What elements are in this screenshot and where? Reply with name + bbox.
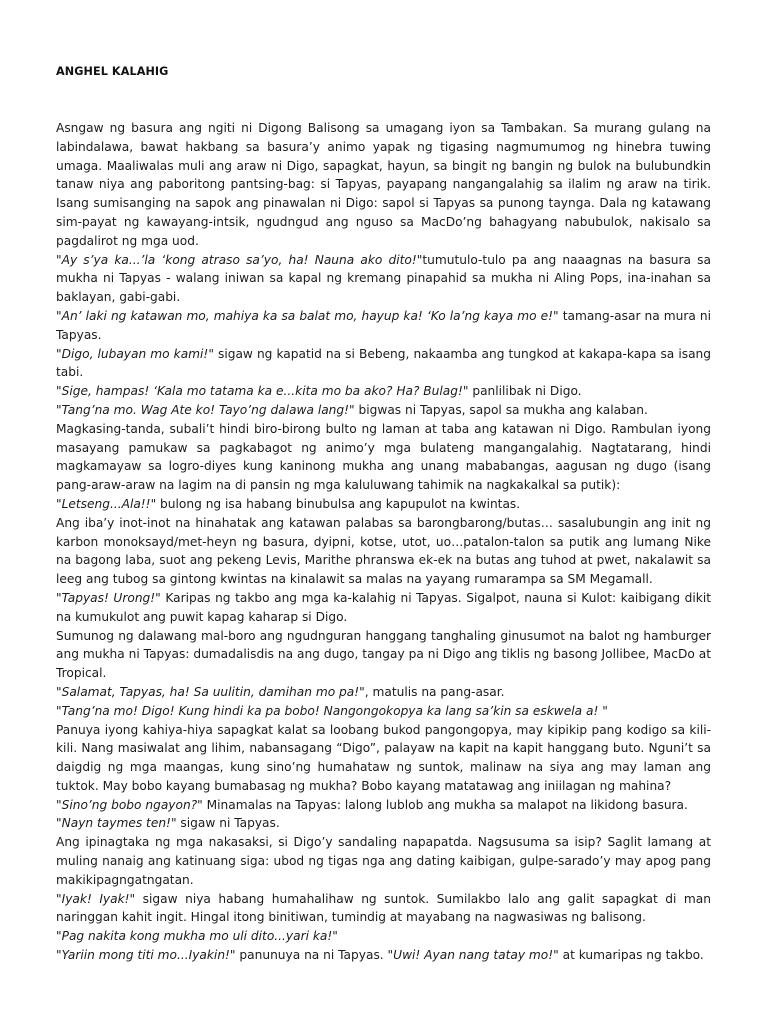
dialogue-text: "Tang’na mo. Wag Ate ko! Tayo’ng dalawa lang!" (56, 402, 355, 417)
narrative-text: bulong ng isa habang binubulsa ang kapupulot na kwintas. (156, 496, 521, 511)
paragraph (56, 627, 711, 683)
narrative-text: sigaw ni Tapyas. (176, 816, 280, 831)
paragraph (56, 119, 711, 251)
paragraph (56, 307, 711, 345)
dialogue-text: "Yariin mong titi mo...Iyakin!" (56, 948, 236, 963)
narrative-text: , matulis na pang-asar. (364, 684, 505, 699)
paragraph (56, 382, 711, 401)
dialogue-text: "Ay s’ya ka...’la ‘kong atraso sa’yo, ha! Nauna ako dito!" (56, 252, 423, 267)
narrative-text: Asngaw ng basura ang ngiti ni Digong Balisong sa umagang iyon sa Tambakan. Sa murang gulang na labindalawa, bawat hakbang sa basura’y animo yapak ng tigasing nagmumumog ng hinebra tuwing umaga. Maaliwalas muli ang araw ni Digo, sapagkat, hayun, sa bingit ng bangin ng bulok na bulubundkin tanaw niya ang paboritong pantsing-bag: si Tapyas, payapang nangangalahig sa ilalim ng araw na tirik. Isang sumisanging na sapok ang pinawalan ni Digo: sapol si Tapyas sa punong taynga. Dala ng katawang sim-payat ng kawayang-intsik, ngudngud ang nguso sa MacDo’ng bahagyang nabubulok, nakisalo sa pagdalirot ng mga uod. (56, 121, 711, 248)
paragraph (56, 514, 711, 589)
narrative-text: Ang iba’y inot-inot na hinahatak ang katawan palabas sa barongbarong/butas… sasalubungin ang init ng karbon monoksayd/met-heyn ng basura, dyipni, kotse, utot, uo…patalon-talon sa putik ang lumang Nike na bagong laba, suot ang pekeng Levis, Marithe phranswa ek-ek na butas ang tuhod at pwet, nakalawit sa leeg ang tubog sa gintong kwintas na kinalawit sa malas na yayang rumarampa sa SM Megamall. (56, 515, 711, 587)
dialogue-text: "Letseng...Ala!!" (56, 496, 157, 511)
narrative-text: panlilibak ni Digo. (468, 384, 582, 399)
paragraph (56, 589, 711, 627)
paragraph (56, 796, 711, 815)
narrative-text: sigaw niya habang humahalihaw ng suntok. Sumilakbo lalo ang galit sapagkat di man naringgan kahit ingit. Hingal itong binitiwan, tumindig at mayabang na nagwasiwas ng balisong. (56, 891, 711, 925)
dialogue-text: "Tang’na mo! Digo! Kung hindi ka pa bobo! Nangongokopya ka lang sa’kin sa eskwela a! (56, 703, 599, 718)
narrative-text: Minamalas na Tapyas: lalong lublob ang mukha sa malapot na likidong basura. (202, 797, 688, 812)
paragraph (56, 721, 711, 796)
paragraph (56, 927, 711, 946)
narrative-text: bigwas ni Tapyas, sapol sa mukha ang kalaban. (354, 402, 648, 417)
paragraph (56, 702, 711, 721)
narrative-text: tamang-asar na mura ni Tapyas. (56, 308, 711, 342)
document-body (56, 119, 711, 965)
dialogue-text: "Tapyas! Urong!" (56, 590, 161, 605)
paragraph (56, 814, 711, 833)
dialogue-text: "Pag nakita kong mukha mo uli dito...yari ka!" (56, 929, 338, 944)
dialogue-text: "An’ laki ng katawan mo, mahiya ka sa balat mo, hayup ka! ‘Ko la’ng kaya mo e!" (56, 308, 559, 323)
paragraph (56, 345, 711, 383)
narrative-text: " (598, 703, 608, 718)
narrative-text: Karipas ng takbo ang mga ka-kalahig ni Tapyas. Sigalpot, nauna si Kulot: kaibigang dikit na kumukulot ang puwit kapag kaharap si Digo. (56, 590, 711, 624)
dialogue-text: "Iyak! Iyak!" (56, 891, 136, 906)
narrative-text: Magkasing-tanda, subali’t hindi biro-birong bulto ng laman at taba ang katawan ni Digo. Rambulan iyong masayang pamukaw sa pagkabagot ng animo’y mga bulateng mangangalahig. Nagtatarang, hindi magkamayaw sa logro-diyes kung kaninong mukha ang unang mababangas, aagusan ng dugo (isang pang-araw-araw na lagim na di pansin ng mga kaluluwang tahimik na nagkakalkal sa putik): (56, 421, 711, 493)
narrative-text: at kumaripas ng takbo. (558, 948, 704, 963)
document-title: ANGHEL KALAHIG (56, 65, 169, 78)
narrative-text: Panuya iyong kahiya-hiya sapagkat kalat sa loobang bukod pangongopya, may kipikip pang kodigo sa kili-kili. Nang masiwalat ang lihim, nabansagang “Digo”, palayaw na kapit na kapit hanggang buto. Nguni’t sa daigdig ng mga maangas, kung sino’ng humahataw ng suntok, malinaw na siya ang may laman ang tuktok. May bobo kayang bumabasag ng mukha? Bobo kayang matatawag ang iniilagan ng mahina? (56, 722, 711, 793)
dialogue-text: "Salamat, Tapyas, ha! Sa uulitin, damihan mo pa!" (56, 684, 365, 699)
narrative-text: tumutulo-tulo pa ang naaagnas na basura sa mukha ni Tapyas - walang iniwan sa kapal ng kremang pinapahid sa mukha ni Aling Pops, ina-inahan sa baklayan, gabi-gabi. (56, 252, 711, 305)
dialogue-text: "Sino’ng bobo ngayon?" (56, 797, 203, 812)
paragraph (56, 251, 711, 307)
paragraph (56, 890, 711, 928)
narrative-text: panunuya na ni Tapyas. (235, 948, 388, 963)
paragraph (56, 495, 711, 514)
paragraph (56, 683, 711, 702)
paragraph (56, 420, 711, 495)
narrative-text: Ang ipinagtaka ng mga nakasaksi, si Digo’y sandaling napapatda. Nagsusuma sa isip? Saglit lamang at muling nanaig ang katinuang siga: ubod ng tigas nga ang dating kaibigan, gulpe-sarado’y may apog pang makikipagngatngatan. (56, 835, 711, 887)
dialogue-text: "Sige, hampas! ‘Kala mo tatama ka e...kita mo ba ako? Ha? Bulag!" (56, 384, 469, 399)
narrative-text: sigaw ng kapatid na si Bebeng, nakaamba ang tungkod at kakapa-kapa sa isang tabi. (56, 346, 711, 380)
narrative-text: Sumunog ng dalawang mal-boro ang ngudnguran hanggang tanghaling ginusumot na balot ng hamburger ang mukha ni Tapyas: dumadalisdis na ang dugo, tangay pa ni Digo ang tiklis ng basong Jollibee, MacDo at Tropical. (56, 628, 711, 681)
paragraph (56, 833, 711, 889)
dialogue-text: "Digo, lubayan mo kami!" (56, 346, 214, 361)
dialogue-text: "Uwi! Ayan nang tatay mo!" (387, 948, 559, 963)
dialogue-text: "Nayn taymes ten!" (56, 816, 177, 831)
paragraph (56, 401, 711, 420)
paragraph (56, 946, 711, 965)
